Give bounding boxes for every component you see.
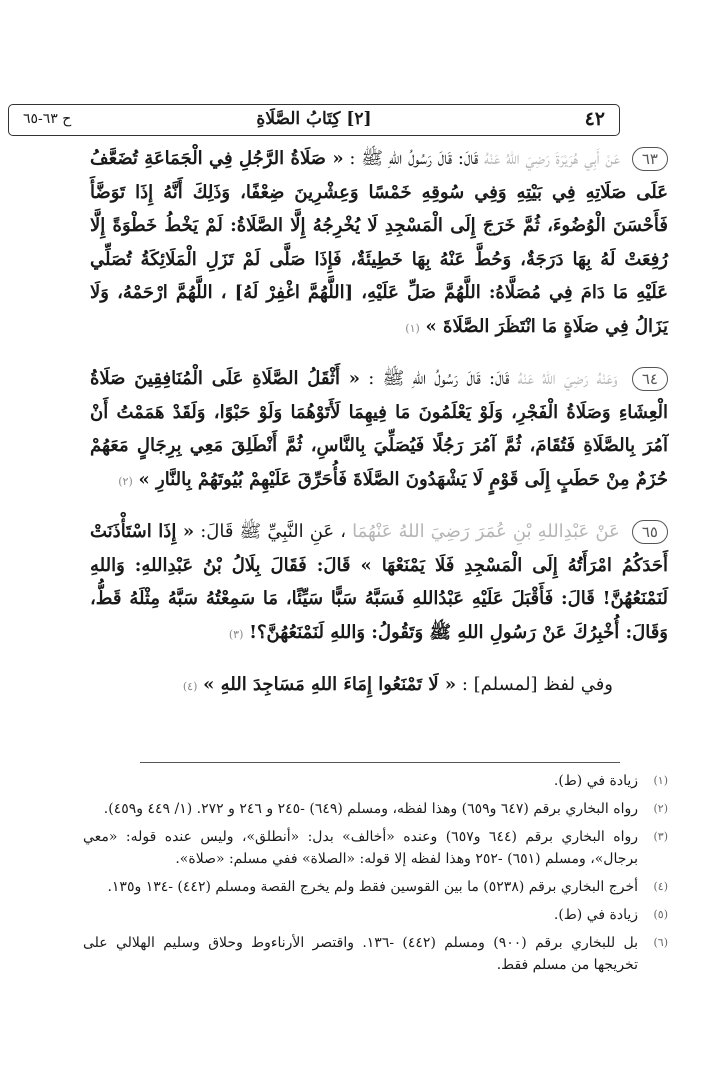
footnote-item — [83, 932, 668, 976]
footnote-text: زيادة في (ط). — [553, 773, 638, 789]
footnote-item — [83, 904, 668, 926]
footnote-item — [83, 770, 668, 792]
footnote-number: (٢) — [653, 802, 668, 815]
chapter-title: [٢] كِتَابُ الصَّلَاةِ — [256, 109, 372, 129]
footnote-number: (٤) — [653, 880, 668, 893]
hadith-number-badge: ٦٣ — [632, 147, 668, 171]
footnote-text: رواه البخاري برقم (٦٤٤ و٦٥٧) وعنده «أخالف» بدل: «أنطلق»، وليس عنده قوله: «معي برجال»، ومسلم (٦٥١) -٢٥٢ وهذا لفظه إلا قوله: «الصلاة» ففي مسلم: «صلاة». — [83, 829, 638, 867]
hadith-text: « صَلَاةُ الرَّجُلِ فِي الْجَمَاعَةِ تُضَعَّفُ عَلَى صَلَاتِهِ فِي بَيْتِهِ وَفِي سُوقِهِ خَمْسًا وَعِشْرِينَ ضِعْفًا، وَذَلِكَ أَنَّهُ إِذَا تَوَضَّأَ فَأَحْسَنَ الْوُضُوءَ، ثُمَّ خَرَجَ إِلَى الْمَسْجِدِ لَا يُخْرِجُهُ إِلَّا الصَّلَاةُ: لَمْ يَخْطُ خَطْوَةً إِلَّا رُفِعَتْ لَهُ بِهَا دَرَجَةٌ، وَحُطَّ عَنْهُ بِهَا خَطِيئَةٌ، فَإِذَا صَلَّى لَمْ تَزَلِ الْمَلَائِكَةُ تُصَلِّي عَلَيْهِ مَا دَامَ فِي مُصَلَّاهُ: اللَّهُمَّ صَلِّ عَلَيْهِ، [اللَّهُمَّ اغْفِرْ لَهُ] ، اللَّهُمَّ ارْحَمْهُ، وَلَا يَزَالُ فِي صَلَاةٍ مَا انْتَظَرَ الصَّلَاةَ » — [90, 148, 668, 337]
attribution: ، عَنِ النَّبِيِّ ﷺ قَالَ: — [200, 521, 347, 542]
footnote-text: بل للبخاري برقم (٩٠٠) ومسلم (٤٤٢) -١٣٦. واقتصر الأرناءوط وحلاق وسليم الهلالي على تخريجها من مسلم فقط. — [83, 935, 638, 973]
hadith-number-badge: ٦٤ — [632, 367, 668, 391]
footnote-divider — [140, 762, 620, 763]
footnote-item — [83, 798, 668, 820]
hadith-text: « أَثْقَلُ الصَّلَاةِ عَلَى الْمُنَافِقِينَ صَلَاةُ الْعِشَاءِ وَصَلَاةُ الْفَجْرِ، وَلَوْ يَعْلَمُونَ مَا فِيهِمَا لَأَتَوْهُمَا وَلَوْ حَبْوًا، وَلَقَدْ هَمَمْتُ أَنْ آمُرَ بِالصَّلَاةِ فَتُقَامَ، ثُمَّ آمُرَ رَجُلًا فَيُصَلِّيَ بِالنَّاسِ، ثُمَّ أَنْطَلِقَ مَعِي بِرِجَالٍ مَعَهُمْ حُزَمٌ مِنْ حَطَبٍ إِلَى قَوْمٍ لَا يَشْهَدُونَ الصَّلَاةَ فَأُحَرِّقَ عَلَيْهِمْ بُيُوتَهُمْ بِالنَّارِ » — [90, 368, 668, 490]
footnote-number: (٦) — [653, 936, 668, 949]
footnote-number: (٥) — [653, 908, 668, 921]
footnote-number: (١) — [653, 774, 668, 787]
hadith-63 — [90, 142, 668, 345]
page-header — [8, 104, 620, 136]
attribution: قَالَ: قَالَ رَسُولُ اللهِ ﷺ : — [349, 148, 479, 169]
hadith-range: ح ٦٣-٦٥ — [23, 111, 72, 127]
footnote-text: رواه البخاري برقم (٦٤٧ و٦٥٩) وهذا لفظه، ومسلم (٦٤٩) -٢٤٥ و ٢٤٦ و ٢٧٢. (١/ ٤٤٩ و٤٥٩). — [103, 801, 638, 817]
hadith-65 — [90, 515, 668, 651]
muslim-wording — [183, 674, 613, 695]
footnote-ref: (٣) — [228, 627, 244, 641]
footnote-number: (٣) — [653, 830, 668, 843]
footnote-item — [83, 826, 668, 870]
hadith-number-badge: ٦٥ — [632, 520, 668, 544]
muslim-label: وفي لفظ [لمسلم] : — [461, 674, 613, 695]
footnote-ref: (٢) — [118, 474, 133, 488]
narrator: عَنْ عَبْدِاللهِ بْنِ عُمَرَ رَضِيَ اللهُ عَنْهُمَا — [352, 521, 620, 542]
attribution: قَالَ: قَالَ رَسُولُ اللهِ ﷺ : — [368, 368, 510, 389]
narrator: وَعَنْهُ رَضِيَ اللهُ عَنْهُ — [517, 368, 618, 389]
page-number: ٤٢ — [584, 108, 605, 130]
footnotes — [83, 770, 668, 982]
muslim-text: « لَا تَمْنَعُوا إِمَاءَ اللهِ مَسَاجِدَ اللهِ » — [203, 674, 457, 695]
footnote-item — [83, 876, 668, 898]
hadith-text: « إِذَا اسْتَأْذَنَتْ أَحَدَكُمُ امْرَأَتُهُ إِلَى الْمَسْجِدِ فَلَا يَمْنَعْهَا » قَالَ: فَقَالَ بِلَالُ بْنُ عَبْدِاللهِ: وَاللهِ لَنَمْنَعُهُنَّ! قَالَ: فَأَقْبَلَ عَلَيْهِ عَبْدُاللهِ فَسَبَّهُ سَبًّا سَيِّئًا، مَا سَمِعْتُهُ سَبَّهُ مِثْلَهُ قَطُّ، وَقَالَ: أُخْبِرُكَ عَنْ رَسُولِ اللهِ ﷺ وَتَقُولُ: وَاللهِ لَنَمْنَعُهُنَّ؟! — [90, 521, 668, 643]
footnote-ref: (١) — [405, 321, 420, 335]
hadith-64 — [90, 362, 668, 498]
narrator: عَنْ أَبِي هُرَيْرَةَ رَضِيَ اللهُ عَنْهُ — [484, 148, 621, 169]
footnote-text: زيادة في (ط). — [553, 907, 638, 923]
footnote-text: أخرج البخاري برقم (٥٢٣٨) ما بين القوسين فقط ولم يخرج القصة ومسلم (٤٤٢) -١٣٤ و١٣٥. — [107, 879, 638, 895]
footnote-ref: (٤) — [182, 680, 198, 693]
